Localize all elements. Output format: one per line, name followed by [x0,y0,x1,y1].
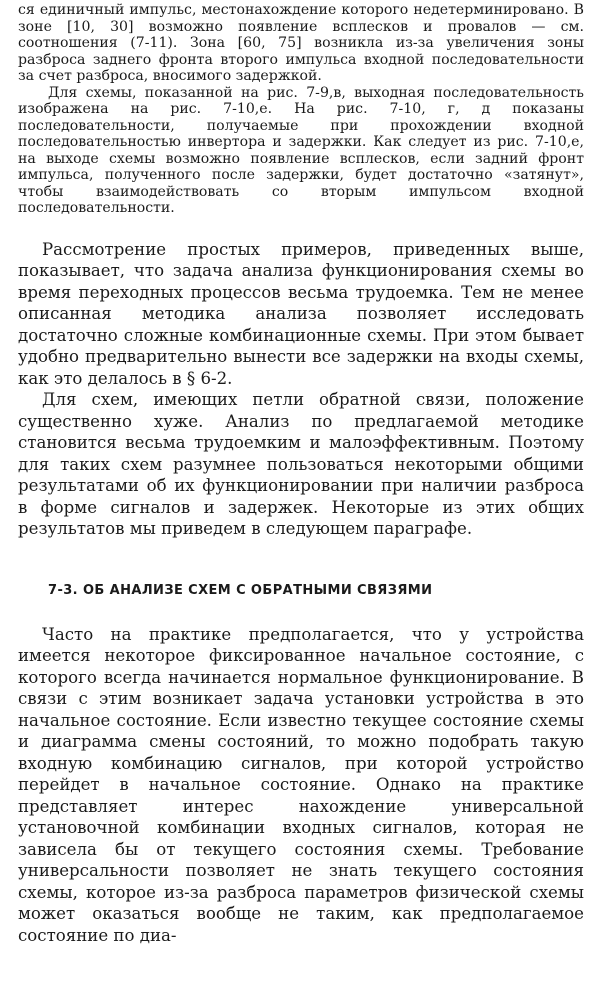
section-heading: 7-3. ОБ АНАЛИЗЕ СХЕМ С ОБРАТНЫМИ СВЯЗЯМИ [48,582,433,598]
section-body [18,624,584,947]
paragraph: Для схем, имеющих петли обратной связи, положение существенно хуже. Анализ по предлагаемой методике становится весьма трудоемким и малоэффективным. Поэтому для таких схем разумнее пользоваться некоторыми общими результатами об их функционировании при наличии разброса в форме сигналов и задержек. Некоторые из этих общих результатов мы приведем в следующем параграфе. [18,390,584,538]
main-text-block [18,239,584,540]
small-paragraph: ся единичный импульс, местонахождение которого недетерминировано. В зоне [10, 30] возможно появление всплесков и провалов — см. соотношения (7-11). Зона [60, 75] возникла из-за увеличения зоны разброса заднего фронта второго импульса входной последовательности за счет разброса, вносимого задержкой. [18,2,584,84]
small-print-block [18,2,584,217]
paragraph: Часто на практике предполагается, что у устройства имеется некоторое фиксированное начальное состояние, с которого всегда начинается нормальное функционирование. В связи с этим возникает задача установки устройства в это начальное состояние. Если известно текущее состояние схемы и диаграмма смены состояний, то можно подобрать такую входную комбинацию сигналов, при которой устройство перейдет в начальное состояние. Однако на практике представляет интерес нахождение универсальной установочной комбинации входных сигналов, которая не зависела бы от текущего состояния схемы. Требование универсальности позволяет не знать текущего состояния схемы, которое из-за разброса параметров физической схемы может оказаться вообще не таким, как предполагаемое состояние по диа- [18,624,584,945]
paragraph: Рассмотрение простых примеров, приведенных выше, показывает, что задача анализа функционирования схемы во время переходных процессов весьма трудоемка. Тем не менее описанная методика анализа позволяет исследовать достаточно сложные комбинационные схемы. При этом бывает удобно предварительно вынести все задержки на входы схемы, как это делалось в § 6-2. [18,239,584,388]
small-paragraph: Для схемы, показанной на рис. 7-9,в, выходная последовательность изображена на рис. 7-10,е. На рис. 7-10, г, д показаны последовательности, получаемые при прохождении входной последовательностью инвертора и задержки. Как следует из рис. 7-10,е, на выходе схемы возможно появление всплесков, если задний фронт импульса, полученного после задержки, будет достаточно «затянут», чтобы взаимодействовать со вторым импульсом входной последовательности. [18,84,584,216]
